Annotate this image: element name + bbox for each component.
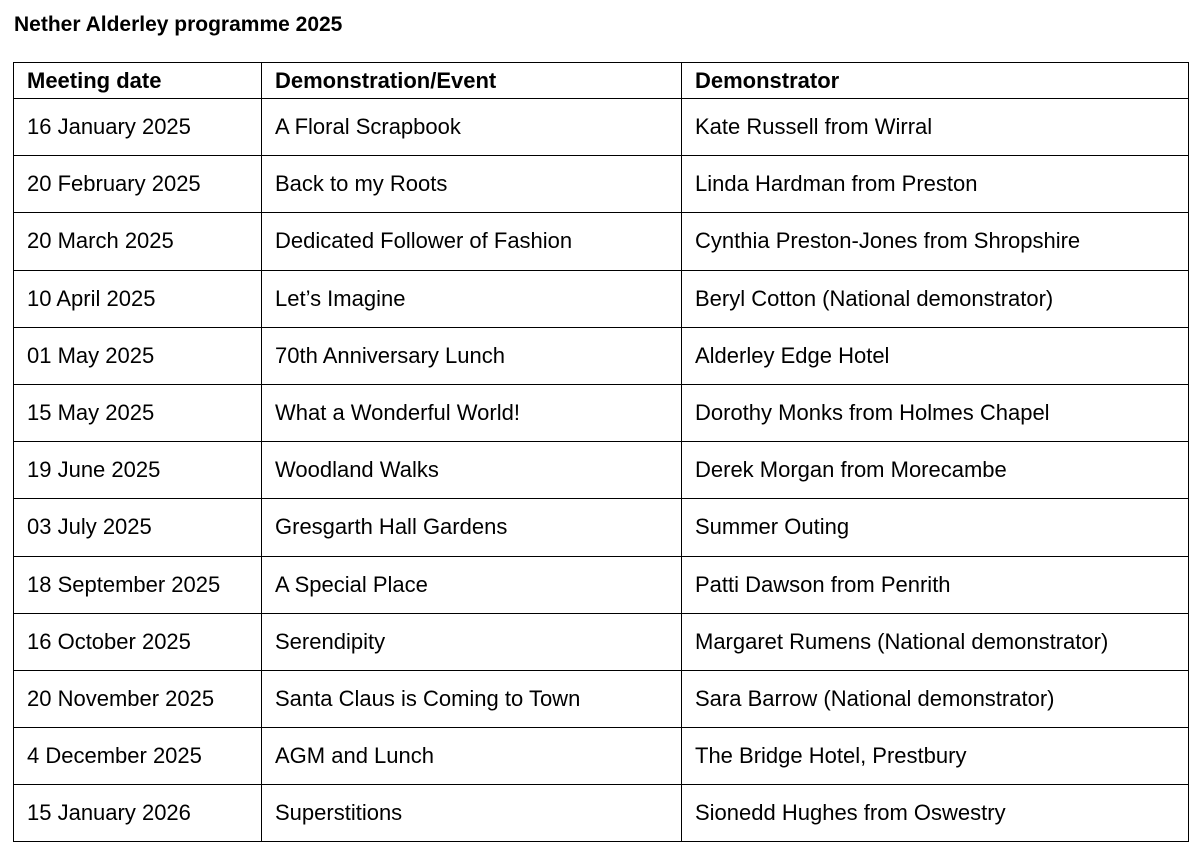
event-cell: AGM and Lunch <box>262 728 682 785</box>
table-row <box>14 99 1189 156</box>
meeting-date-cell: 16 October 2025 <box>14 613 262 670</box>
demonstrator-cell: Margaret Rumens (National demonstrator) <box>682 613 1189 670</box>
demonstrator-cell: Alderley Edge Hotel <box>682 327 1189 384</box>
meeting-date-cell: 19 June 2025 <box>14 442 262 499</box>
event-cell: Woodland Walks <box>262 442 682 499</box>
table-row <box>14 728 1189 785</box>
event-cell: Santa Claus is Coming to Town <box>262 670 682 727</box>
meeting-date-cell: 20 February 2025 <box>14 156 262 213</box>
demonstrator-cell: The Bridge Hotel, Prestbury <box>682 728 1189 785</box>
demonstrator-cell: Summer Outing <box>682 499 1189 556</box>
table-row <box>14 670 1189 727</box>
event-cell: Gresgarth Hall Gardens <box>262 499 682 556</box>
programme-table <box>13 62 1189 842</box>
event-cell: Serendipity <box>262 613 682 670</box>
table-row <box>14 499 1189 556</box>
table-row <box>14 384 1189 441</box>
meeting-date-cell: 15 May 2025 <box>14 384 262 441</box>
meeting-date-cell: 20 March 2025 <box>14 213 262 270</box>
demonstrator-cell: Sionedd Hughes from Oswestry <box>682 785 1189 842</box>
event-cell: Dedicated Follower of Fashion <box>262 213 682 270</box>
demonstrator-cell: Beryl Cotton (National demonstrator) <box>682 270 1189 327</box>
header-demonstration-event: Demonstration/Event <box>262 63 682 99</box>
meeting-date-cell: 20 November 2025 <box>14 670 262 727</box>
table-row <box>14 270 1189 327</box>
meeting-date-cell: 16 January 2025 <box>14 99 262 156</box>
demonstrator-cell: Patti Dawson from Penrith <box>682 556 1189 613</box>
table-row <box>14 327 1189 384</box>
meeting-date-cell: 10 April 2025 <box>14 270 262 327</box>
meeting-date-cell: 18 September 2025 <box>14 556 262 613</box>
event-cell: 70th Anniversary Lunch <box>262 327 682 384</box>
event-cell: Back to my Roots <box>262 156 682 213</box>
header-row <box>14 63 1189 99</box>
document-title: Nether Alderley programme 2025 <box>14 13 343 36</box>
event-cell: A Special Place <box>262 556 682 613</box>
event-cell: What a Wonderful World! <box>262 384 682 441</box>
table-row <box>14 213 1189 270</box>
demonstrator-cell: Sara Barrow (National demonstrator) <box>682 670 1189 727</box>
meeting-date-cell: 4 December 2025 <box>14 728 262 785</box>
meeting-date-cell: 03 July 2025 <box>14 499 262 556</box>
table-row <box>14 442 1189 499</box>
table-row <box>14 613 1189 670</box>
demonstrator-cell: Derek Morgan from Morecambe <box>682 442 1189 499</box>
header-meeting-date: Meeting date <box>14 63 262 99</box>
header-demonstrator: Demonstrator <box>682 63 1189 99</box>
demonstrator-cell: Kate Russell from Wirral <box>682 99 1189 156</box>
table-row <box>14 156 1189 213</box>
meeting-date-cell: 15 January 2026 <box>14 785 262 842</box>
event-cell: Superstitions <box>262 785 682 842</box>
demonstrator-cell: Cynthia Preston-Jones from Shropshire <box>682 213 1189 270</box>
event-cell: Let’s Imagine <box>262 270 682 327</box>
meeting-date-cell: 01 May 2025 <box>14 327 262 384</box>
demonstrator-cell: Linda Hardman from Preston <box>682 156 1189 213</box>
table-row <box>14 556 1189 613</box>
table-row <box>14 785 1189 842</box>
event-cell: A Floral Scrapbook <box>262 99 682 156</box>
demonstrator-cell: Dorothy Monks from Holmes Chapel <box>682 384 1189 441</box>
